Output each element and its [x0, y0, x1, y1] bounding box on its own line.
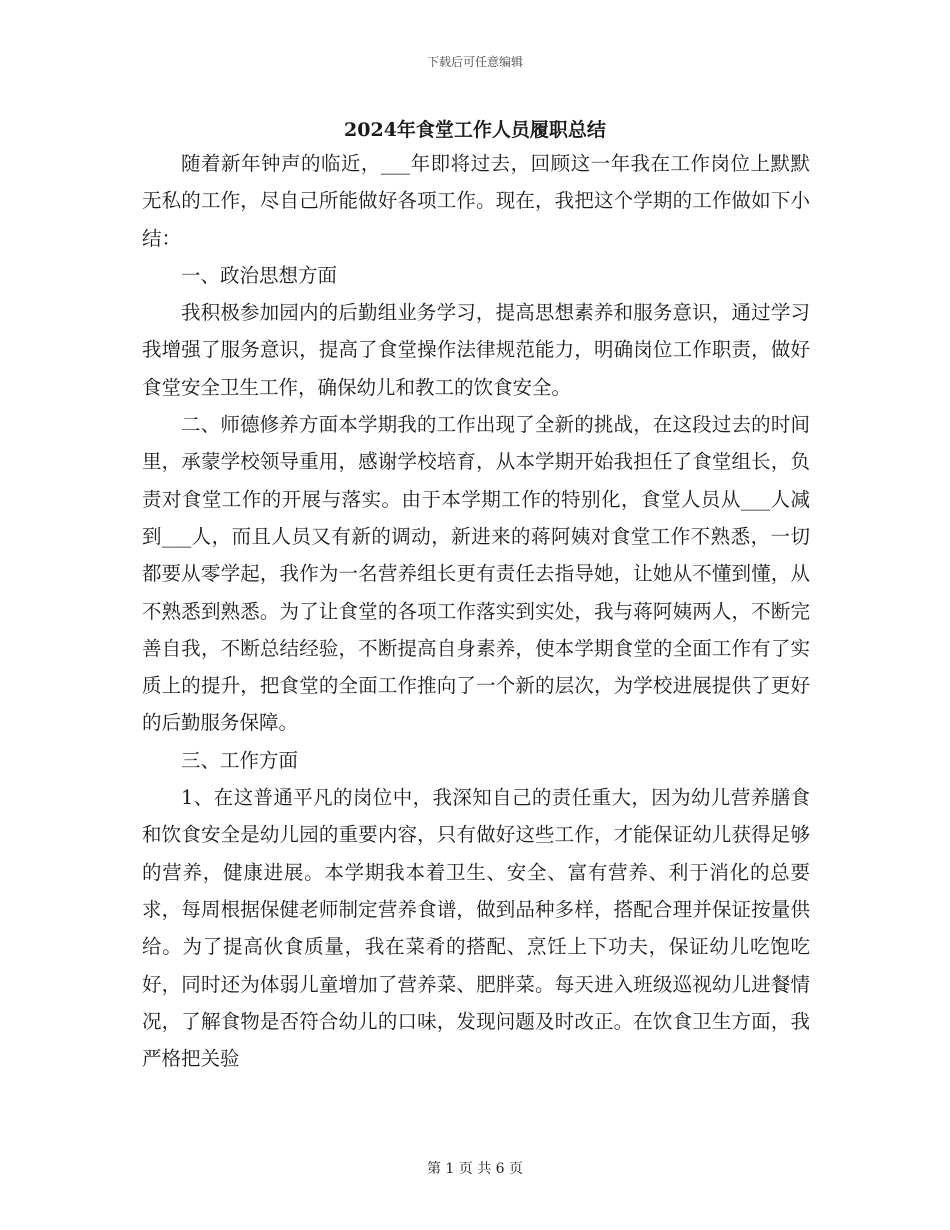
paragraph-intro: 随着新年钟声的临近，___年即将过去，回顾这一年我在工作岗位上默默无私的工作，尽自己所能做好各项工作。现在，我把这个学期的工作做如下小结：	[142, 152, 810, 250]
paragraph-work-1: 1、在这普通平凡的岗位中，我深知自己的责任重大，因为幼儿营养膳食和饮食安全是幼儿园的重要内容，只有做好这些工作，才能保证幼儿获得足够的营养，健康进展。本学期我本着卫生、安全、富有营养、利于消化的总要求，每周根据保健老师制定营养食谱，做到品种多样，搭配合理并保证按量供给。为了提高伙食质量，我在菜肴的搭配、烹饪上下功夫，保证幼儿吃饱吃好，同时还为体弱儿童增加了营养菜、肥胖菜。每天进入班级巡视幼儿进餐情况，了解食物是否符合幼儿的口味，发现问题及时改正。在饮食卫生方面，我严格把关验	[142, 786, 810, 1071]
document-title: 2024年食堂工作人员履职总结	[344, 119, 606, 141]
page-footer: 第 1 页 共 6 页	[426, 1161, 524, 1177]
paragraph-politics: 我积极参加园内的后勤组业务学习，提高思想素养和服务意识，通过学习我增强了服务意识，提高了食堂操作法律规范能力，明确岗位工作职责，做好食堂安全卫生工作，确保幼儿和教工的饮食安全。	[142, 301, 810, 399]
section-heading-politics: 一、政治思想方面	[181, 263, 338, 287]
document-body	[142, 145, 810, 1077]
section-heading-work: 三、工作方面	[181, 748, 299, 772]
paragraph-ethics: 二、师德修养方面本学期我的工作出现了全新的挑战，在这段过去的时间里，承蒙学校领导重用，感谢学校培育，从本学期开始我担任了食堂组长，负责对食堂工作的开展与落实。由于本学期工作的特别化，食堂人员从___人减到___人，而且人员又有新的调动，新进来的蒋阿姨对食堂工作不熟悉，一切都要从零学起，我作为一名营养组长更有责任去指导她，让她从不懂到懂，从不熟悉到熟悉。为了让食堂的各项工作落实到实处，我与蒋阿姨两人，不断完善自我，不断总结经验，不断提高自身素养，使本学期食堂的全面工作有了实质上的提升，把食堂的全面工作推向了一个新的层次，为学校进展提供了更好的后勤服务保障。	[142, 413, 810, 735]
header-note: 下载后可任意编辑	[426, 55, 523, 69]
